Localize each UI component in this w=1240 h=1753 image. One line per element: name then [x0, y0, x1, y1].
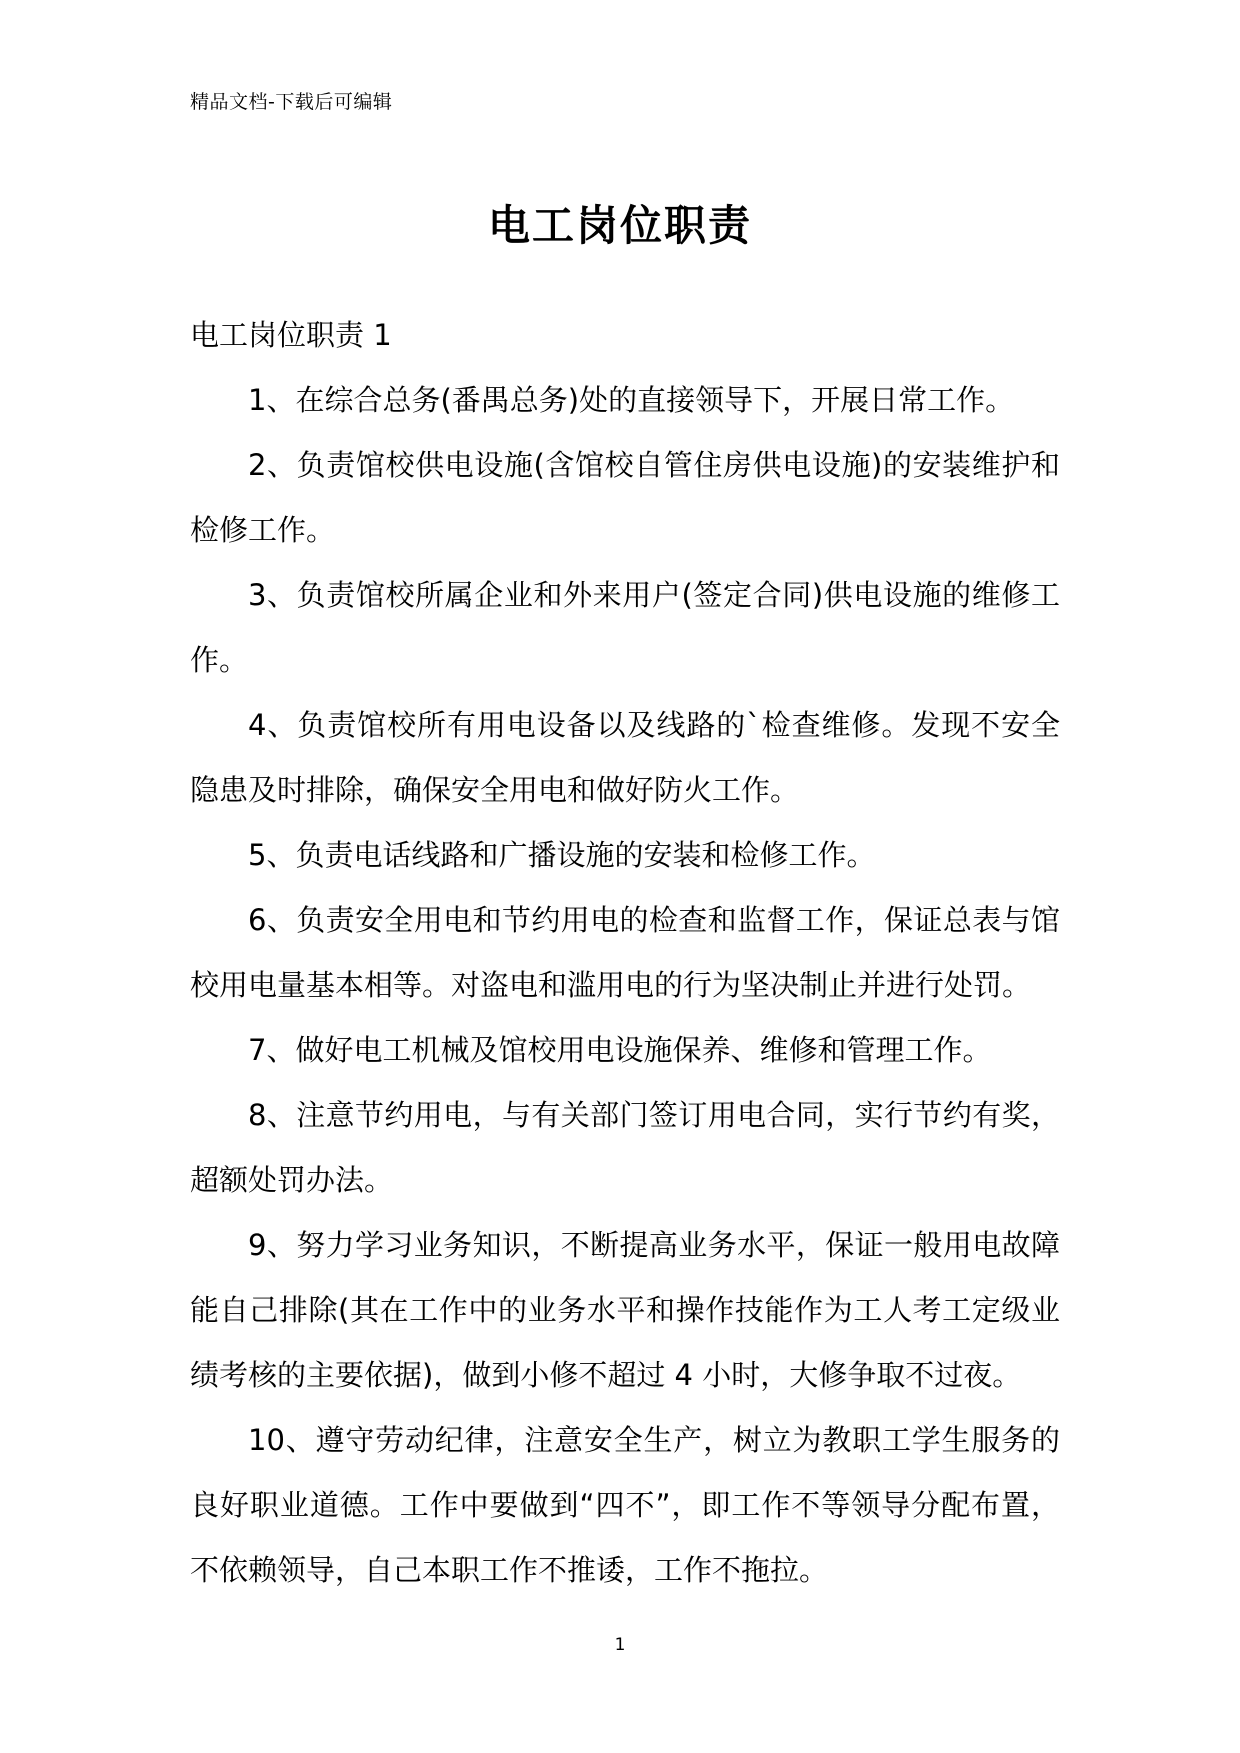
duty-item-1: 1、在综合总务(番禺总务)处的直接领导下，开展日常工作。: [248, 383, 1015, 417]
document-body: [190, 303, 1060, 1603]
section-heading: 电工岗位职责 1: [190, 318, 392, 352]
header-note: 精品文档-下载后可编辑: [190, 91, 393, 113]
duty-item-9: 9、努力学习业务知识，不断提高业务水平，保证一般用电故障能自己排除(其在工作中的业务水平和操作技能作为工人考工定级业绩考核的主要依据)，做到小修不超过 4 小时，大修争取不过夜。: [190, 1228, 1060, 1392]
duty-item-3: 3、负责馆校所属企业和外来用户(签定合同)供电设施的维修工作。: [190, 578, 1060, 677]
duty-item-7: 7、做好电工机械及馆校用电设施保养、维修和管理工作。: [248, 1033, 992, 1067]
duty-item-6: 6、负责安全用电和节约用电的检查和监督工作，保证总表与馆校用电量基本相等。对盗电和滥用电的行为坚决制止并进行处罚。: [190, 903, 1060, 1002]
duty-item-2: 2、负责馆校供电设施(含馆校自管住房供电设施)的安装维护和检修工作。: [190, 448, 1060, 547]
duty-item-10: 10、遵守劳动纪律，注意安全生产，树立为教职工学生服务的良好职业道德。工作中要做到“四不”，即工作不等领导分配布置，不依赖领导，自己本职工作不推诿，工作不拖拉。: [190, 1423, 1060, 1587]
duty-item-4: 4、负责馆校所有用电设备以及线路的`检查维修。发现不安全隐患及时排除，确保安全用电和做好防火工作。: [190, 708, 1060, 807]
page-number: 1: [614, 1635, 626, 1655]
document-title: 电工岗位职责: [487, 201, 752, 250]
duty-item-5: 5、负责电话线路和广播设施的安装和检修工作。: [248, 838, 876, 872]
duty-item-8: 8、注意节约用电，与有关部门签订用电合同，实行节约有奖，超额处罚办法。: [190, 1098, 1060, 1197]
